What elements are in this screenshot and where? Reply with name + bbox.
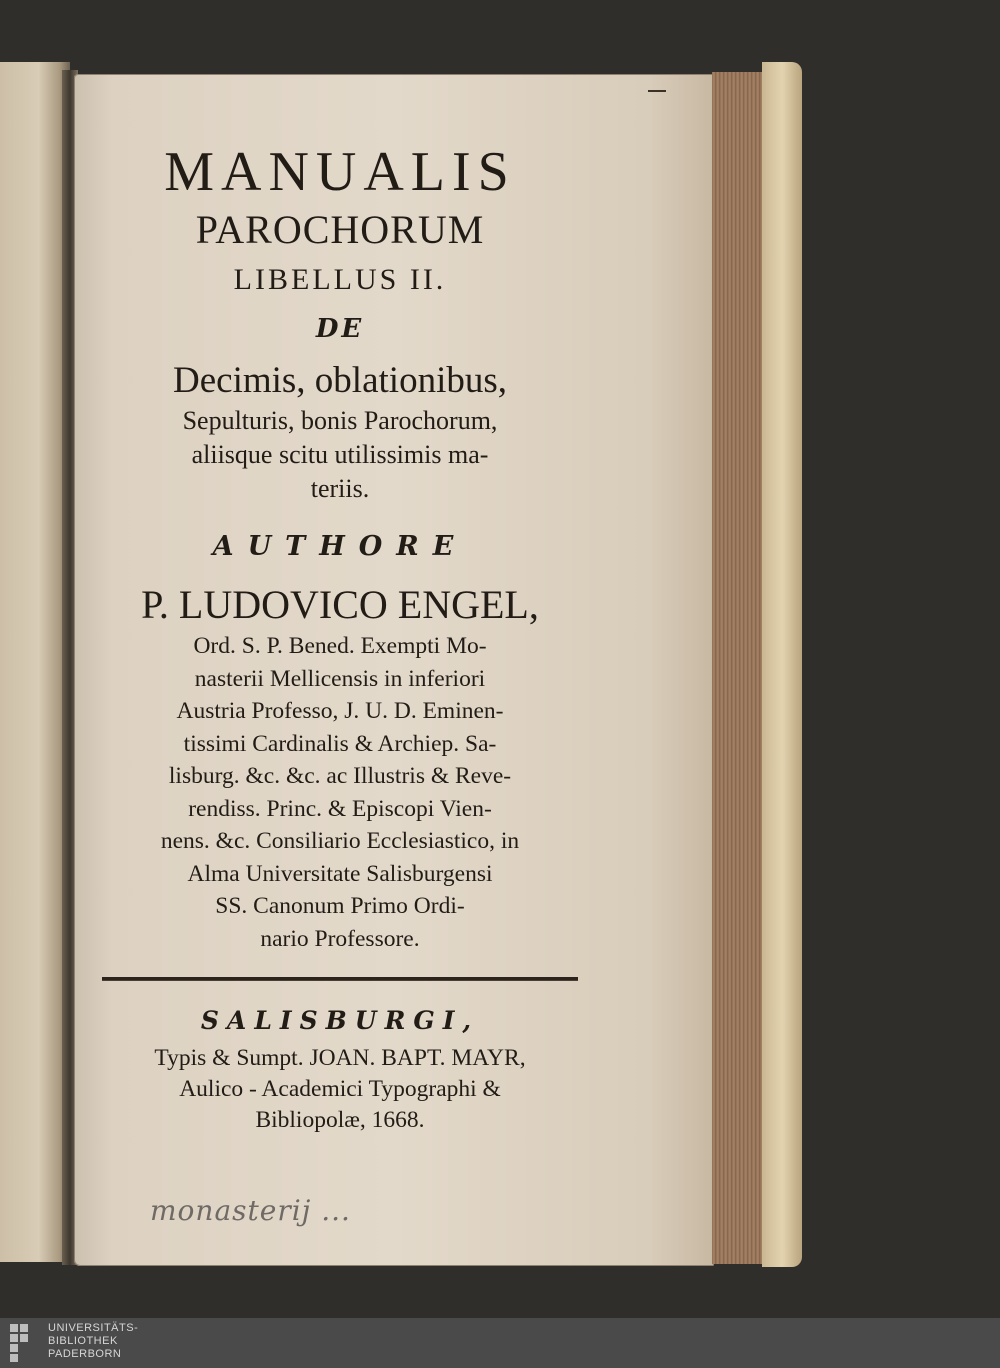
subtitle-line-4: teriis.: [310, 474, 370, 503]
author-line-6: rendiss. Princ. & Episcopi Vien-: [188, 795, 492, 822]
author-line-9: SS. Canonum Primo Ordi-: [215, 893, 465, 919]
subtitle-line-2: Sepulturis, bonis Parochorum,: [182, 406, 498, 435]
author-line-2: nasterii Mellicensis in inferiori: [194, 665, 486, 692]
title-de: DE: [315, 314, 365, 344]
subtitle-line-3: aliisque scitu utilissimis ma-: [191, 440, 489, 469]
imprint-line-3: Bibliopolæ, 1668.: [255, 1107, 425, 1133]
left-page: [0, 62, 70, 1262]
page-mark: [648, 90, 666, 92]
title-third: LIBELLUS II.: [233, 263, 447, 296]
author-line-4: tissimi Cardinalis & Archiep. Sa-: [183, 730, 497, 757]
author-heading: AUTHORE: [212, 531, 468, 562]
library-footer: [0, 1318, 1000, 1368]
title-page-text: [90, 140, 590, 1136]
library-name-line-1: UNIVERSITÄTS-: [48, 1322, 139, 1334]
author-line-5: lisburg. &c. &c. ac Illustris & Reve-: [168, 763, 512, 789]
author-line-3: Austria Professo, J. U. D. Eminen-: [176, 698, 504, 724]
author-line-1: Ord. S. P. Bened. Exempti Mo-: [193, 633, 487, 659]
imprint-place: SALISBURGI,: [200, 1006, 480, 1035]
title-main: MANUALIS: [164, 141, 516, 203]
library-name: [48, 1322, 138, 1361]
author-line-8: Alma Universitate Salisburgensi: [187, 860, 493, 887]
author-line-10: nario Professore.: [260, 925, 420, 952]
divider-rule: [102, 977, 578, 981]
page-fore-edge: [712, 72, 766, 1264]
title-second: PAROCHORUM: [195, 207, 485, 252]
library-name-line-3: PADERBORN: [48, 1348, 122, 1360]
imprint-line-1: Typis & Sumpt. JOAN. BAPT. MAYR,: [154, 1045, 526, 1071]
handwritten-ownership-note: monasterij ...: [150, 1194, 351, 1227]
book-cover-edge: [762, 62, 802, 1267]
author-line-7: nens. &c. Consiliario Ecclesiastico, in: [160, 828, 520, 854]
author-name: P. LUDOVICO ENGEL,: [141, 582, 539, 627]
imprint-line-2: Aulico - Academici Typographi &: [179, 1076, 501, 1102]
subtitle-line-1: Decimis, oblationibus,: [173, 360, 507, 401]
library-logo-icon: [10, 1324, 40, 1362]
library-name-line-2: BIBLIOTHEK: [48, 1335, 118, 1347]
